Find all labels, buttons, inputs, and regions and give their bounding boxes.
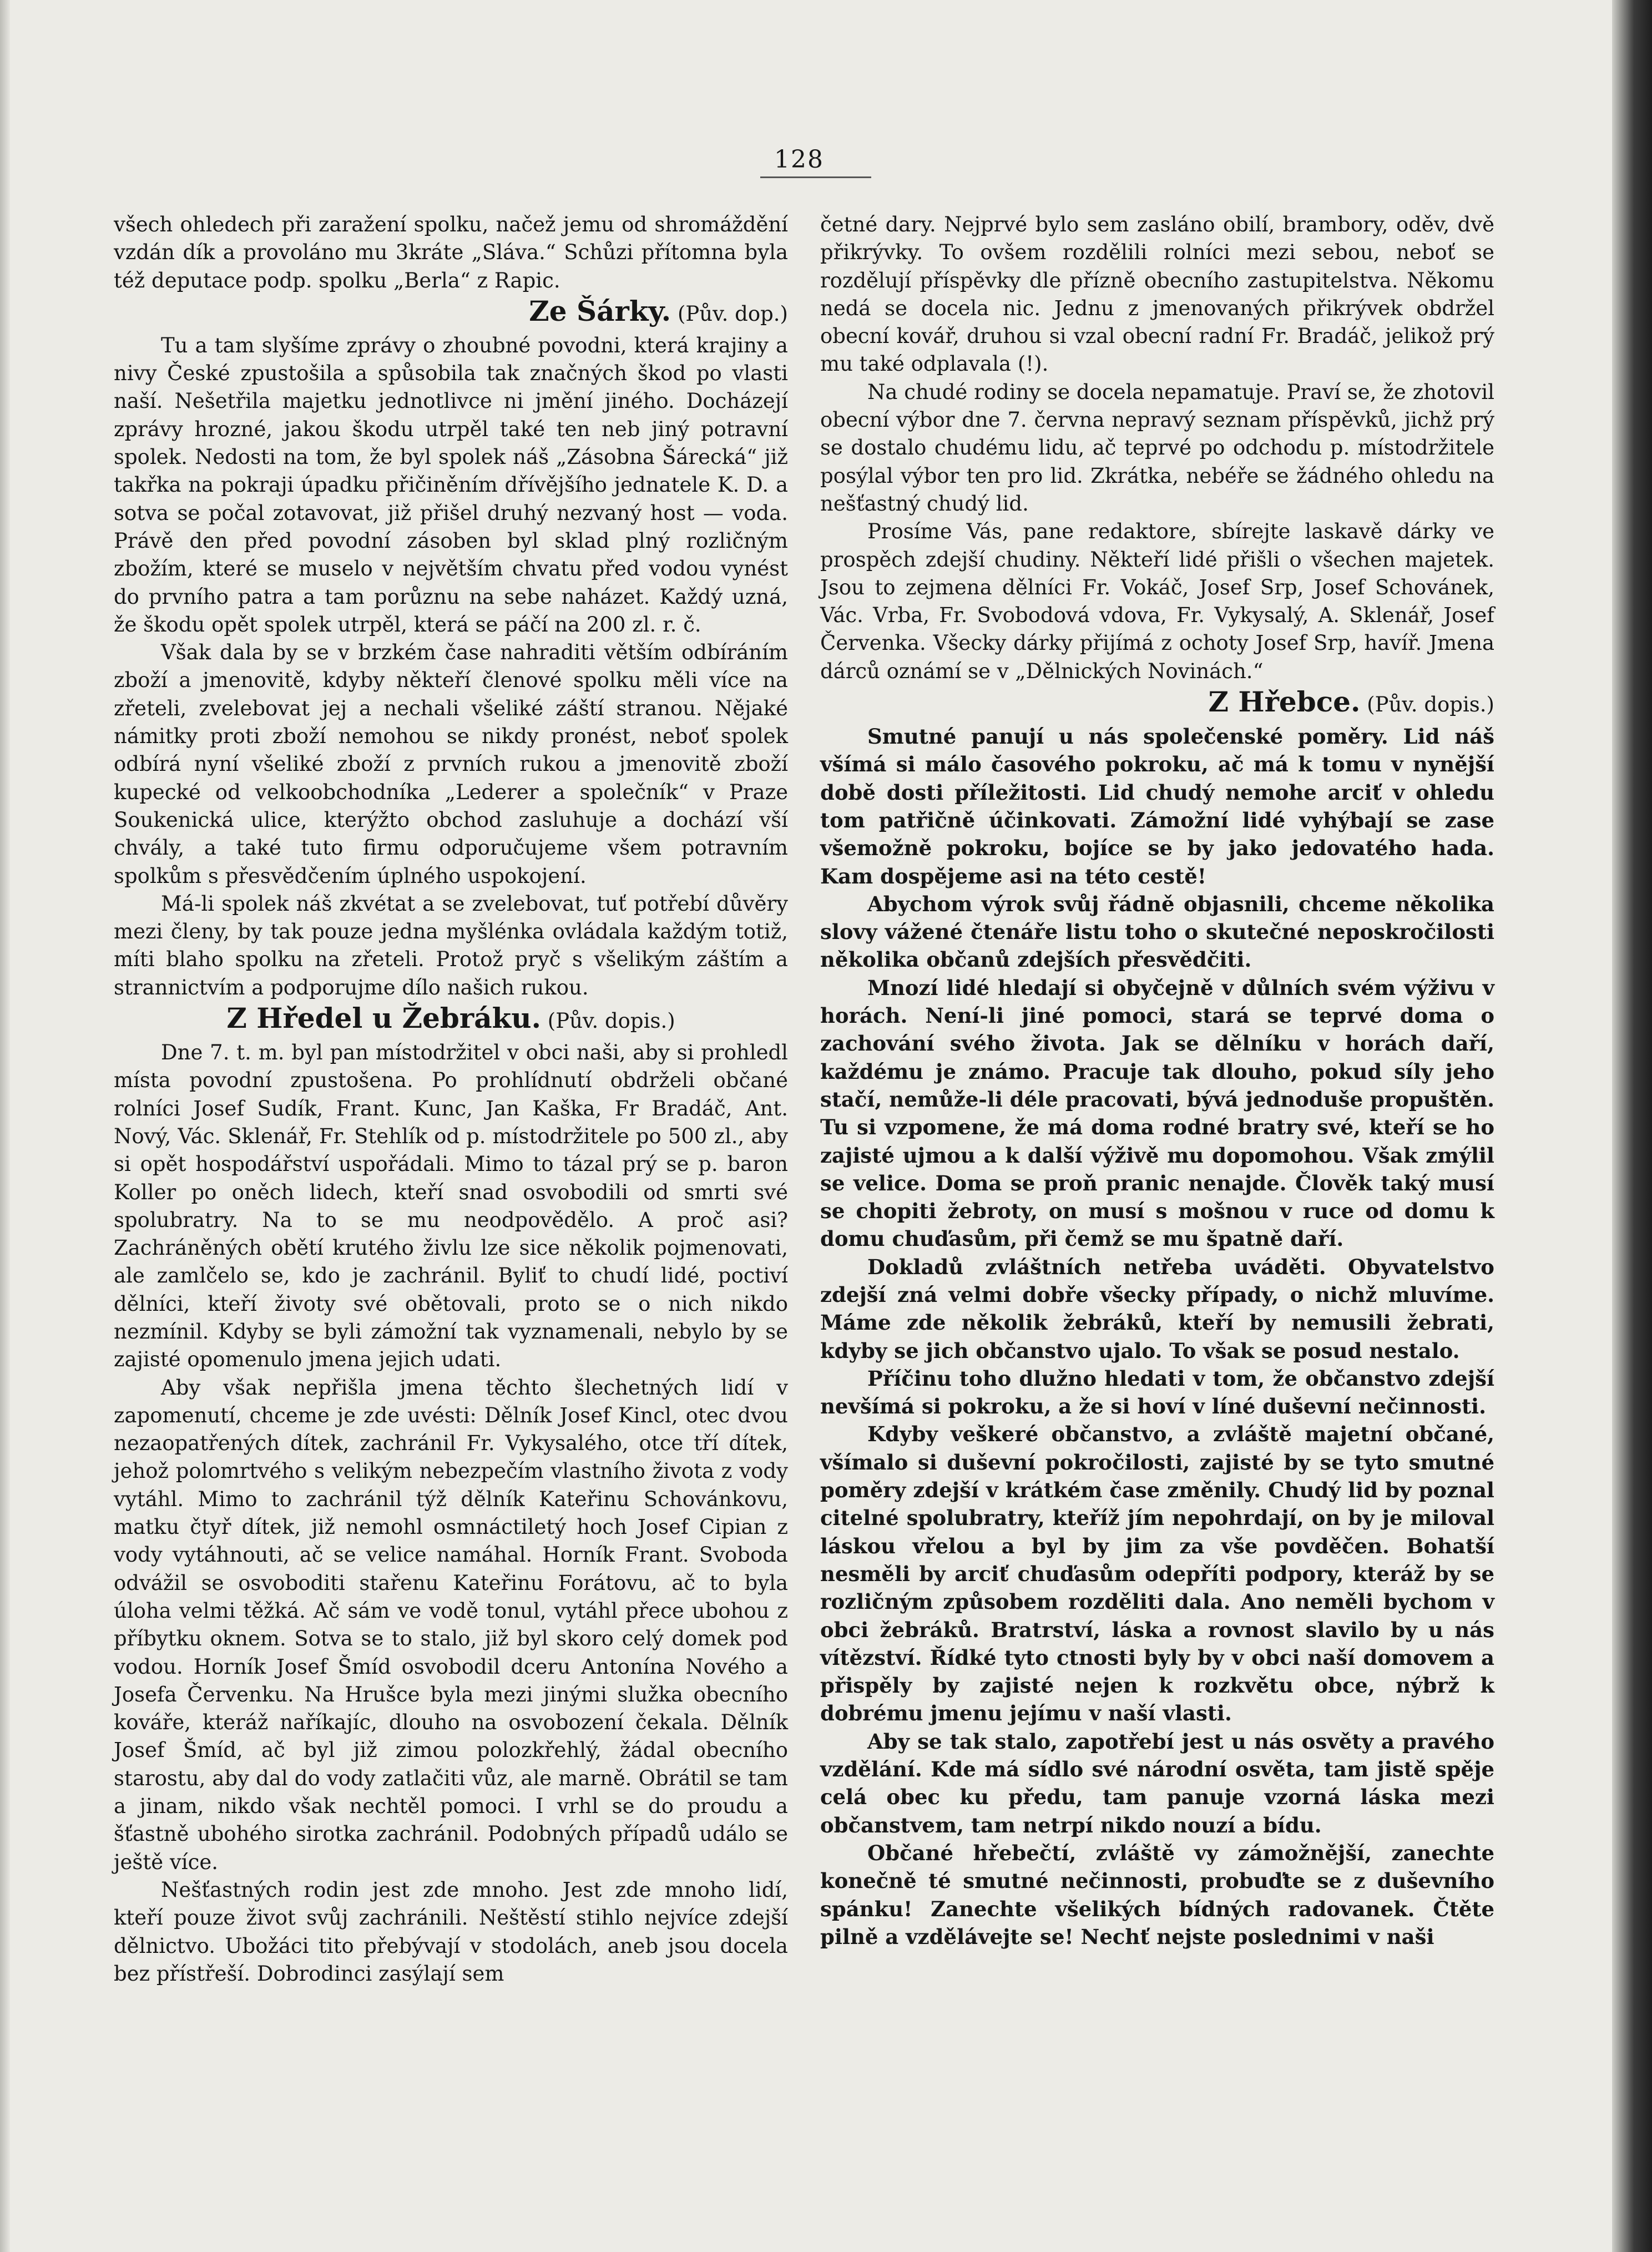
left-column <box>114 211 788 1988</box>
left-column-paragraph: všech ohledech při zaražení spolku, načež jemu od shromáždění vzdán dík a provoláno mu 3kráte „Sláva.“ Schůzi přítomna byla též deputace podp. spolku „Berla“ z Rapic. <box>114 213 788 292</box>
left-column-paragraph: Dne 7. t. m. byl pan místodržitel v obci naši, aby si prohledl místa povodní zpustošena. Po prohlídnutí obdrželi občané rolníci Josef Sudík, Frant. Kunc, Jan Kaška, Fr Bradáč, Ant. Nový, Vác. Sklenář, Fr. Stehlík od p. místodržitele po 500 zl., aby si opět hospodářství uspořádali. Mimo to tázal prý se p. baron Koller po oněch lidech, kteří snad osvobodili od smrti své spolubratry. Na to se mu neodpovědělo. A proč asi? Zachráněných obětí krutého živlu lze sice několik pojmenovati, ale zamlčelo se, kdo je zachránil. Byliť to chudí lidé, poctiví dělníci, kteří životy své obětovali, proto se o nich nikdo nezmínil. Kdyby se byli zámožní tak vyznamenali, nebylo by se zajisté opomenulo jmena jejich udati. <box>114 1041 788 1372</box>
right-column-paragraph: Prosíme Vás, pane redaktore, sbírejte laskavě dárky ve prospěch zdejší chudiny. Někteří lidé přišli o všechen majetek. Jsou to zejmena dělníci Fr. Vokáč, Josef Srp, Josef Schovánek, Vác. Vrba, Fr. Svobodová vdova, Fr. Vykysalý, A. Sklenář, Josef Červenka. Všecky dárky přijímá z ochoty Josef Srp, havíř. Jmena dárců oznámí se v „Dělnických Novinách.“ <box>820 519 1494 683</box>
right-column-article-heading <box>820 686 1494 720</box>
left-column-article-heading <box>114 1003 788 1037</box>
left-column-paragraph: Nešťastných rodin jest zde mnoho. Jest zde mnoho lidí, kteří pouze život svůj zachránili. Neštěstí stihlo nejvíce zdejší dělnictvo. Ubožáci tito přebývají v stodolách, aneb jsou docela bez přístřeší. Dobrodinci zasýlají sem <box>114 1877 788 1986</box>
article-title: Ze Šárky. <box>529 294 671 327</box>
left-column-article-heading <box>114 296 788 330</box>
article-source: (Pův. dopis.) <box>1360 693 1494 717</box>
right-column <box>820 211 1494 1951</box>
right-column-paragraph: Aby se tak stalo, zapotřebí jest u nás osvěty a pravého vzdělání. Kde má sídlo své národní osvěta, tam jistě spěje celá obec ku předu, tam panuje vzorná láska mezi občanstvem, tam netrpí nikdo nouzí a bídu. <box>820 1729 1494 1837</box>
right-column-paragraph: Smutné panují u nás společenské poměry. Lid náš všímá si málo časového pokroku, ač má k tomu v nynější době dosti příležitosti. Lid chudý nemohe arciť v ohledu tom patřičně účinkovati. Zámožní lidé vyhýbají se zase všemožně pokroku, bojíce se by jako jedovatého hada. Kam dospějeme asi na této cestě! <box>820 724 1494 888</box>
right-column-paragraph: Mnozí lidé hledají si obyčejně v důlních svém výživu v horách. Není-li jiné pomoci, stará se teprvé doma o zachování svého života. Jak se dělníku v horách daří, každému je známo. Pracuje tak dlouho, pokud síly jeho stačí, nemůže-li déle pracovati, bývá jednoduše propuštěn. Tu si vzpomene, že má doma rodné bratry své, kteří se ho zajisté ujmou a k další výživě mu dopomohou. Však zmýlil se velice. Doma se proň pranic nenajde. Člověk taký musí se chopiti žebroty, on musí s mošnou v ruce od domu k domu chuďasům, při čemž se mu špatně daří. <box>820 975 1494 1251</box>
article-source: (Pův. dop.) <box>671 301 788 326</box>
right-column-paragraph: Kdyby veškeré občanstvo, a zvláště majetní občané, všímalo si duševní pokročilosti, zajisté by se tyto smutné poměry zdejší v krátkém čase změnily. Chudý lid by poznal citelné spolubratry, kteříž jím nepohrdají, on by je miloval láskou vřelou a byl by jim za vše povděčen. Bohatší nesměli by arciť chuďasům odepříti podpory, kteráž by se rozličným způsobem rozděliti dala. Ano neměli bychom v obci žebráků. Bratrství, láska a rovnost slavilo by u nás vítězství. Řídké tyto ctnosti byly by v obci naší domovem a přispěly by zajisté nejen k rozkvětu obce, nýbrž k dobrému jmenu jejímu v naší vlasti. <box>820 1422 1494 1726</box>
right-column-paragraph: Dokladů zvláštních netřeba uváděti. Obyvatelstvo zdejší zná velmi dobře všecky případy, o nichž mluvíme. Máme zde několik žebráků, kteří by nemusili žebrati, kdyby se jich občanstvo ujalo. To však se posud nestalo. <box>820 1254 1494 1363</box>
page-edge-shadow-right <box>1612 0 1652 2252</box>
left-column-paragraph: Však dala by se v brzkém čase nahraditi větším odbíráním zboží a jmenovitě, kdyby někteří členové spolku měli více na zřeteli, zvelebovat jej a nechali všeliké záští stranou. Nějaké námitky proti zboží nemohou se nikdy pronést, neboť spolek odbírá nyní všeliké zboží z prvních rukou a jmenovitě zboží kupecké od velkoobchodníka „Lederer a společník“ v Praze Soukenická ulice, kterýžto obchod zasluhuje a dochází vší chvály, a také tuto firmu odporučujeme všem potravním spolkům s přesvědčením úplného uspokojení. <box>114 640 788 888</box>
page-number-rule <box>760 176 871 178</box>
article-title: Z Hřebce. <box>1208 685 1361 719</box>
right-column-paragraph: četné dary. Nejprvé bylo sem zasláno obilí, brambory, oděv, dvě přikrývky. To ovšem rozdělili rolníci mezi sebou, neboť se rozdělují příspěvky dle přízně obecního zastupitelstva. Někomu nedá se docela nic. Jednu z jmenovaných přikrývek obdržel obecní kovář, druhou si vzal obecní radní Fr. Bradáč, jelikož prý mu také odplavala (!). <box>820 213 1494 376</box>
right-column-paragraph: Občané hřebečtí, zvláště vy zámožnější, zanechte konečně té smutné nečinnosti, probuďte se z duševního spánku! Zanechte všelikých bídných radovanek. Čtěte pilně a vzdělávejte se! Nechť nejste poslednimi v naši <box>820 1840 1494 1949</box>
right-column-paragraph: Příčinu toho dlužno hledati v tom, že občanstvo zdejší nevšímá si pokroku, a že si hoví v líné duševní nečinnosti. <box>820 1366 1494 1419</box>
article-source: (Pův. dopis.) <box>541 1009 675 1033</box>
page-number: 128 <box>774 145 824 174</box>
article-title: Z Hředel u Žebráku. <box>226 1002 542 1035</box>
left-column-paragraph: Aby však nepřišla jmena těchto šlechetných lidí v zapomenutí, chceme je zde uvésti: Dělník Josef Kincl, otec dvou nezaopatřených dítek, zachránil Fr. Vykysalého, otce tří dítek, jehož polomrtvého s velikým nebezpečím vlastního života z vody vytáhl. Mimo to zachránil týž dělník Kateřinu Schovánkovu, matku čtyř dítek, již nemohl osmnáctiletý hoch Josef Cipian z vody vytáhnouti, ač se velice namáhal. Horník Frant. Svoboda odvážil se osvoboditi stařenu Kateřinu Forátovu, ač to byla úloha velmi těžká. Ač sám ve vodě tonul, vytáhl přece ubohou z příbytku oknem. Sotva se to stalo, již byl skoro celý domek pod vodou. Horník Josef Šmíd osvobodil dceru Antonína Nového a Josefa Červenku. Na Hrušce byla mezi jinými služka obecního kováře, kteráž naříkajíc, dlouho na osvobození čekala. Dělník Josef Šmíd, ač byl již zimou polozkřehlý, žádal obecního starostu, aby dal do vody zatlačiti vůz, ale marně. Obrátil se tam a jinam, nikdo však nechtěl pomoci. I vrhl se do proudu a šťastně ubohého sirotka zachránil. Podobných případů událo se ještě více. <box>114 1375 788 1874</box>
right-column-paragraph: Na chudé rodiny se docela nepamatuje. Praví se, že zhotovil obecní výbor dne 7. června nepravý seznam příspěvků, jichž prý se dostalo chudému lidu, ač teprvé po odchodu p. místodržitele posýlal výbor ten pro lid. Zkrátka, nebéře se žádného ohledu na nešťastný chudý lid. <box>820 380 1494 516</box>
page-edge-shadow-left <box>0 0 10 2252</box>
left-column-paragraph: Tu a tam slyšíme zprávy o zhoubné povodni, která krajiny a nivy České zpustošila a spůsobila tak značných škod po vlasti naší. Nešetřila majetku jednotlivce ni jmění jiného. Docházejí zprávy hrozné, jakou škodu utrpěl také ten neb jiný potravní spolek. Nedosti na tom, že byl spolek náš „Zásobna Šárecká“ již takřka na pokraji úpadku přičiněním dřívějšího jednatele K. D. a sotva se počal zotavovat, již přišel druhý nezvaný host — voda. Právě den před povodní zásoben byl sklad plný rozličným zbožím, které se muselo v největším chvatu před vodou vynést do prvního patra a tam porůznu na sebe naházet. Každý uzná, že škodu opět spolek utrpěl, která se páčí na 200 zl. r. č. <box>114 333 788 637</box>
right-column-paragraph: Abychom výrok svůj řádně objasnili, chceme několika slovy vážené čtenáře listu toho o skutečné neposkročilosti několika občanů zdejších přesvědčiti. <box>820 891 1494 972</box>
left-column-paragraph: Má-li spolek náš zkvétat a se zvelebovat, tuť potřebí důvěry mezi členy, by tak pouze jedna myšlénka ovládala každým totiž, míti blaho spolku na zřeteli. Protož pryč s všelikým záštím a strannictvím a podporujme dílo našich rukou. <box>114 891 788 999</box>
